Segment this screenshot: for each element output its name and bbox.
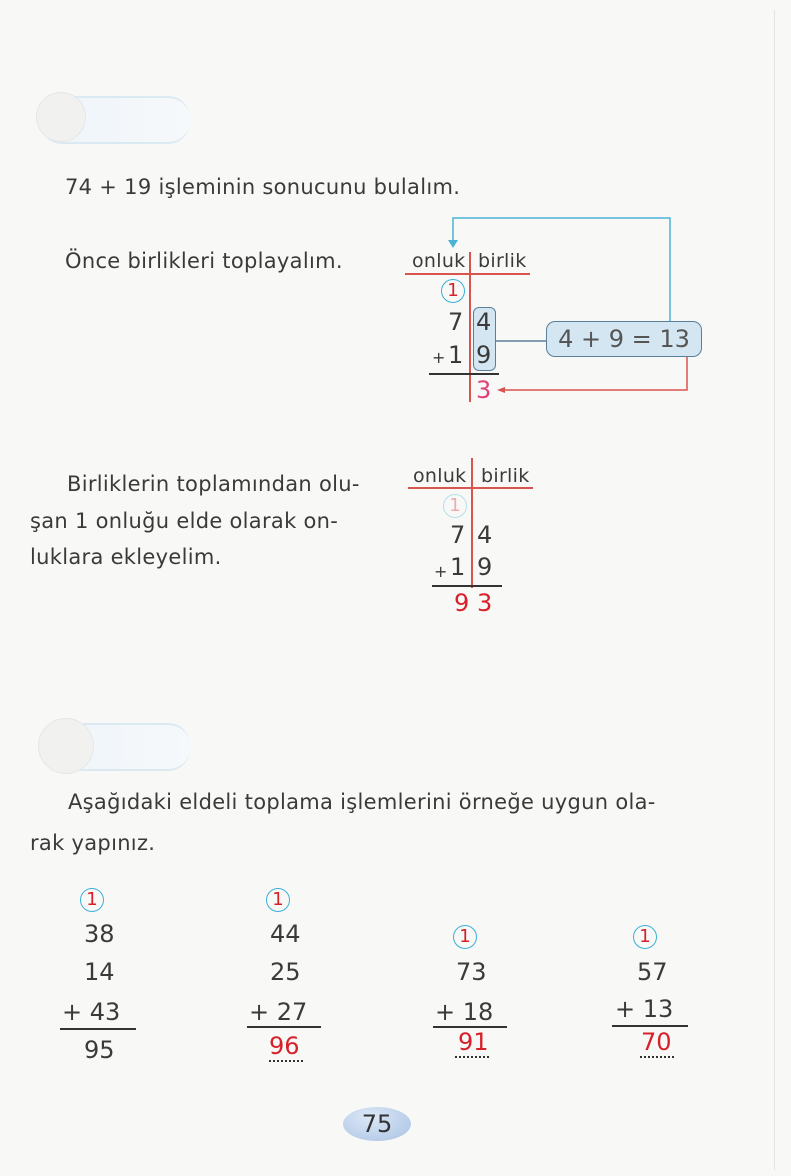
sum-line xyxy=(612,1025,688,1027)
plus-sign: + xyxy=(434,562,448,581)
row1-ones: 4 xyxy=(476,308,492,336)
last-addend: + 13 xyxy=(615,995,674,1023)
result-arrowhead-icon xyxy=(497,387,505,393)
instruction-line-1: Aşağıdaki eldeli toplama işlemlerini örneğe uygun ola- xyxy=(68,790,656,814)
addend: 14 xyxy=(84,958,115,986)
answer-dotted-line xyxy=(455,1056,489,1058)
sum-line xyxy=(429,373,499,375)
step2-line-3: luklara ekleyelim. xyxy=(30,545,222,569)
row1-ones: 4 xyxy=(477,521,493,549)
connector-arrows xyxy=(0,0,791,420)
result-arrow xyxy=(500,356,687,390)
step2-line-2: şan 1 onluğu elde olarak on- xyxy=(30,509,339,533)
carry-digit: 1 xyxy=(266,888,290,912)
header-underline xyxy=(405,273,530,275)
instruction-line-2: rak yapınız. xyxy=(30,831,156,855)
result-ones: 3 xyxy=(476,376,492,404)
carry-digit: 1 xyxy=(453,925,477,949)
col-ones-label: birlik xyxy=(481,465,530,487)
last-addend: + 27 xyxy=(249,998,308,1026)
page-edge-line xyxy=(774,10,775,1170)
addend: 38 xyxy=(84,920,115,948)
row2-tens: 1 xyxy=(448,341,464,369)
addend: 44 xyxy=(270,920,301,948)
result-tens: 9 xyxy=(454,589,470,617)
answer-dotted-line xyxy=(269,1060,303,1062)
addend: 57 xyxy=(637,958,668,986)
row2-ones: 9 xyxy=(477,553,493,581)
answer-dotted-line xyxy=(640,1056,674,1058)
page-number: 75 xyxy=(343,1107,411,1141)
carry-arrowhead-icon xyxy=(448,240,458,248)
mascot-icon xyxy=(38,718,94,774)
carry-digit: 1 xyxy=(80,888,104,912)
carry-digit: 1 xyxy=(633,925,657,949)
plus-sign: + xyxy=(432,348,446,367)
carry-digit: 1 xyxy=(441,279,465,303)
addend: 25 xyxy=(270,958,301,986)
sum-line xyxy=(432,585,502,587)
row2-tens: 1 xyxy=(450,553,466,581)
answer: 91 xyxy=(458,1028,489,1056)
sum-line xyxy=(60,1028,136,1030)
col-ones-label: birlik xyxy=(478,250,527,272)
sum-line xyxy=(247,1026,321,1028)
col-tens-label: onluk xyxy=(413,465,467,487)
answer: 70 xyxy=(641,1028,672,1056)
row1-tens: 7 xyxy=(450,521,466,549)
col-tens-label: onluk xyxy=(412,250,466,272)
column-divider xyxy=(469,252,471,402)
answer: 96 xyxy=(269,1032,300,1060)
last-addend: + 43 xyxy=(62,998,121,1026)
row2-ones: 9 xyxy=(476,341,492,369)
row1-tens: 7 xyxy=(448,308,464,336)
step1-text: Önce birlikleri toplayalım. xyxy=(65,249,343,273)
addend: 73 xyxy=(456,958,487,986)
carry-digit: 1 xyxy=(443,494,467,518)
column-divider xyxy=(471,458,473,588)
intro-text: 74 + 19 işleminin sonucunu bulalım. xyxy=(65,175,461,199)
ones-equation-box: 4 + 9 = 13 xyxy=(546,321,702,357)
result-ones: 3 xyxy=(477,589,493,617)
answer: 95 xyxy=(84,1036,115,1064)
step2-line-1: Birliklerin toplamından olu- xyxy=(67,472,360,496)
last-addend: + 18 xyxy=(435,998,494,1026)
